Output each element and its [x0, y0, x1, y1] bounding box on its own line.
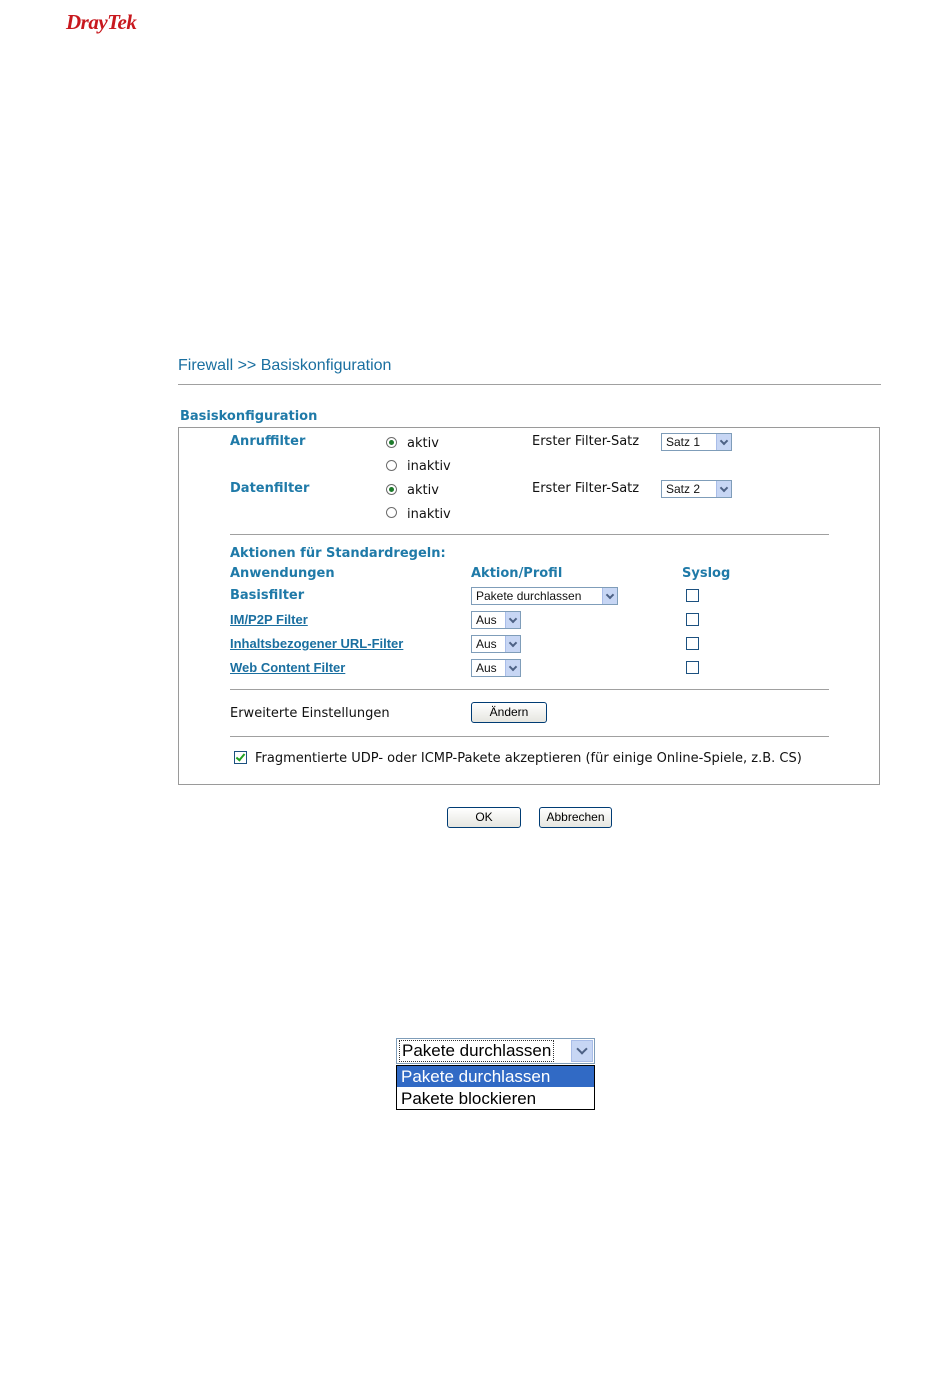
data-filter-active-label: aktiv — [407, 483, 439, 498]
dropdown-option-allow[interactable]: Pakete durchlassen — [397, 1066, 594, 1087]
action-dropdown[interactable] — [396, 1038, 595, 1064]
action-dropdown-list — [396, 1065, 595, 1110]
chevron-down-icon — [571, 1040, 593, 1062]
call-filter-label: Anruffilter — [230, 434, 306, 449]
column-header-action-profile: Aktion/Profil — [471, 566, 563, 581]
advanced-settings-label: Erweiterte Einstellungen — [230, 706, 390, 721]
url-filter-action-select[interactable] — [471, 635, 521, 653]
basic-filter-label: Basisfilter — [230, 588, 305, 603]
basic-filter-syslog-checkbox[interactable] — [686, 589, 699, 602]
call-filter-inactive-radio[interactable] — [386, 460, 397, 471]
section-label: Basiskonfiguration — [180, 409, 318, 424]
call-filter-inactive-label: inaktiv — [407, 459, 451, 474]
data-filter-label: Datenfilter — [230, 481, 310, 496]
data-filter-set-value: Satz 2 — [666, 482, 701, 496]
divider — [230, 736, 829, 737]
call-filter-first-set-label: Erster Filter-Satz — [532, 434, 640, 449]
url-filter-link[interactable]: Inhaltsbezogener URL-Filter — [230, 636, 404, 651]
chevron-down-icon — [716, 434, 731, 450]
cancel-button[interactable]: Abbrechen — [539, 807, 612, 828]
change-button[interactable]: Ändern — [471, 702, 547, 723]
web-content-filter-syslog-checkbox[interactable] — [686, 661, 699, 674]
call-filter-set-select[interactable] — [661, 433, 732, 451]
chevron-down-icon — [716, 481, 731, 497]
ok-button[interactable]: OK — [447, 807, 521, 828]
chevron-down-icon — [505, 660, 520, 676]
fragment-accept-checkbox[interactable] — [234, 751, 247, 764]
dropdown-option-block[interactable]: Pakete blockieren — [401, 1089, 537, 1108]
data-filter-set-select[interactable] — [661, 480, 732, 498]
chevron-down-icon — [505, 636, 520, 652]
title-divider — [178, 384, 881, 385]
column-header-applications: Anwendungen — [230, 566, 335, 581]
column-header-syslog: Syslog — [682, 566, 731, 581]
web-content-filter-action-select[interactable] — [471, 659, 521, 677]
divider — [230, 689, 829, 690]
fragment-accept-label: Fragmentierte UDP- oder ICMP-Pakete akzeptieren (für einige Online-Spiele, z.B. CS) — [255, 751, 802, 766]
chevron-down-icon — [505, 612, 520, 628]
web-content-filter-link[interactable]: Web Content Filter — [230, 660, 346, 675]
web-content-filter-action-value: Aus — [476, 661, 497, 675]
call-filter-set-value: Satz 1 — [666, 435, 701, 449]
data-filter-active-radio[interactable] — [386, 484, 397, 495]
draytek-logo: DrayTek — [66, 10, 137, 34]
actions-heading: Aktionen für Standardregeln: — [230, 546, 446, 561]
im-p2p-filter-action-select[interactable] — [471, 611, 521, 629]
im-p2p-filter-action-value: Aus — [476, 613, 497, 627]
url-filter-action-value: Aus — [476, 637, 497, 651]
call-filter-active-radio[interactable] — [386, 437, 397, 448]
page-title: Firewall >> Basiskonfiguration — [178, 357, 392, 374]
data-filter-first-set-label: Erster Filter-Satz — [532, 481, 640, 496]
data-filter-inactive-label: inaktiv — [407, 507, 451, 522]
action-dropdown-value: Pakete durchlassen — [402, 1041, 552, 1060]
data-filter-inactive-radio[interactable] — [386, 507, 397, 518]
chevron-down-icon — [602, 588, 617, 604]
divider — [230, 534, 829, 535]
call-filter-active-label: aktiv — [407, 436, 439, 451]
im-p2p-filter-link[interactable]: IM/P2P Filter — [230, 612, 308, 627]
im-p2p-filter-syslog-checkbox[interactable] — [686, 613, 699, 626]
basic-filter-action-select[interactable] — [471, 587, 618, 605]
url-filter-syslog-checkbox[interactable] — [686, 637, 699, 650]
basic-filter-action-value: Pakete durchlassen — [476, 589, 582, 603]
